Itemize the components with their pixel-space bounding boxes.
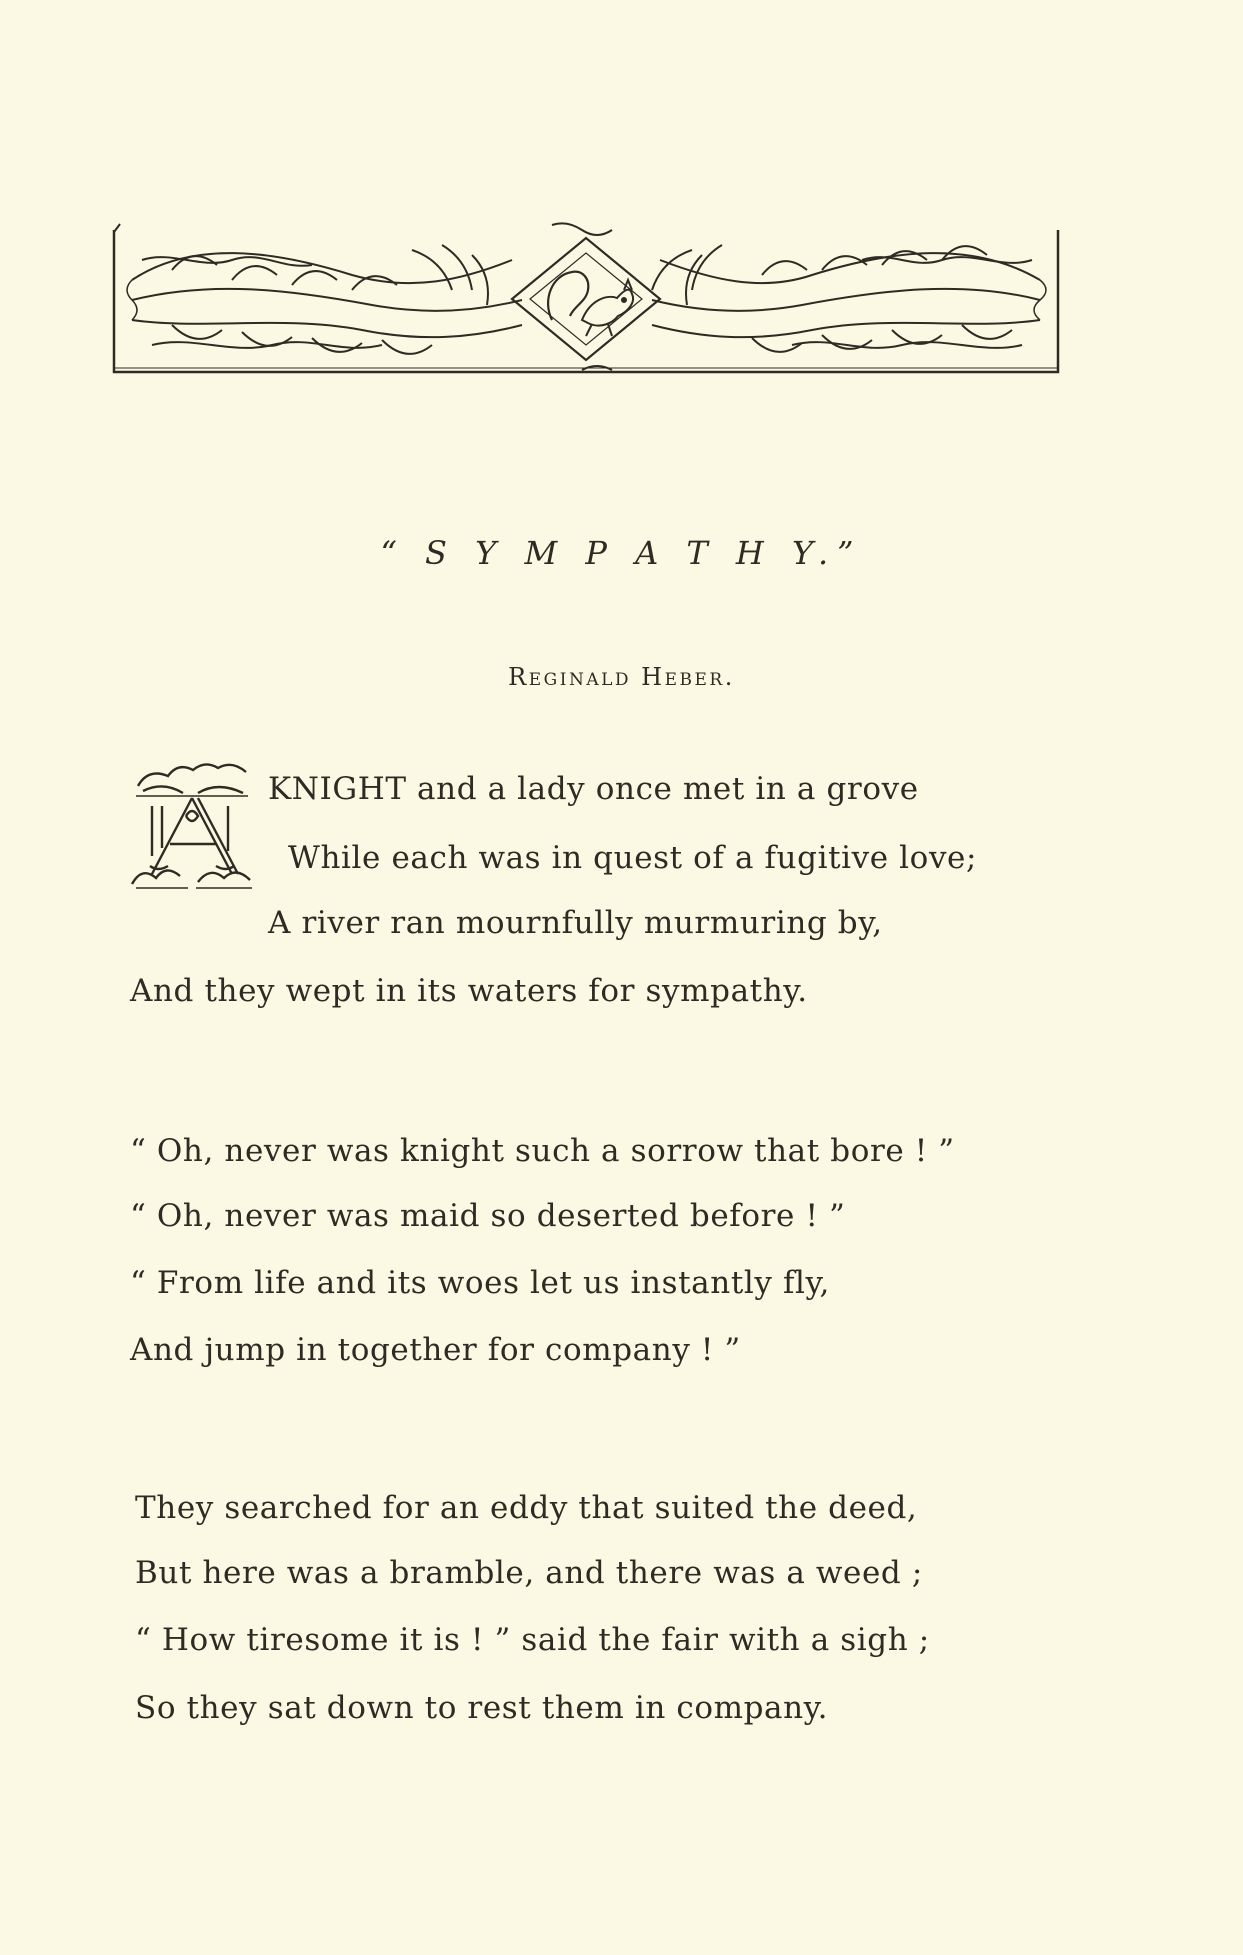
stanza-1-line-3: A river ran mournfully murmuring by, [268,905,883,941]
stanza-1-line-2: While each was in quest of a fugitive love; [288,840,978,876]
poem-title: “ S Y M P A T H Y.” [380,534,863,572]
stanza-1-line-1: KNIGHT and a lady once met in a grove [268,771,919,807]
stanza-3-line-1: They searched for an eddy that suited the deed, [135,1490,918,1526]
stanza-3-line-2: But here was a bramble, and there was a weed ; [135,1555,923,1591]
stanza-2-line-4: And jump in together for company ! ” [130,1332,741,1368]
stanza-2-line-1: “ Oh, never was knight such a sorrow that bore ! ” [130,1133,955,1169]
stanza-2-line-2: “ Oh, never was maid so deserted before ! ” [130,1198,846,1234]
squirrel-headpiece-icon [112,220,1060,378]
stanza-3-line-3: “ How tiresome it is ! ” said the fair with a sigh ; [135,1622,930,1658]
poem-author: Reginald Heber. [508,663,735,691]
ornamental-dropcap-a-icon [128,756,258,896]
stanza-2-line-3: “ From life and its woes let us instantly fly, [130,1265,831,1301]
stanza-1-line-4: And they wept in its waters for sympathy. [130,973,808,1009]
stanza-3-line-4: So they sat down to rest them in company. [135,1690,829,1726]
